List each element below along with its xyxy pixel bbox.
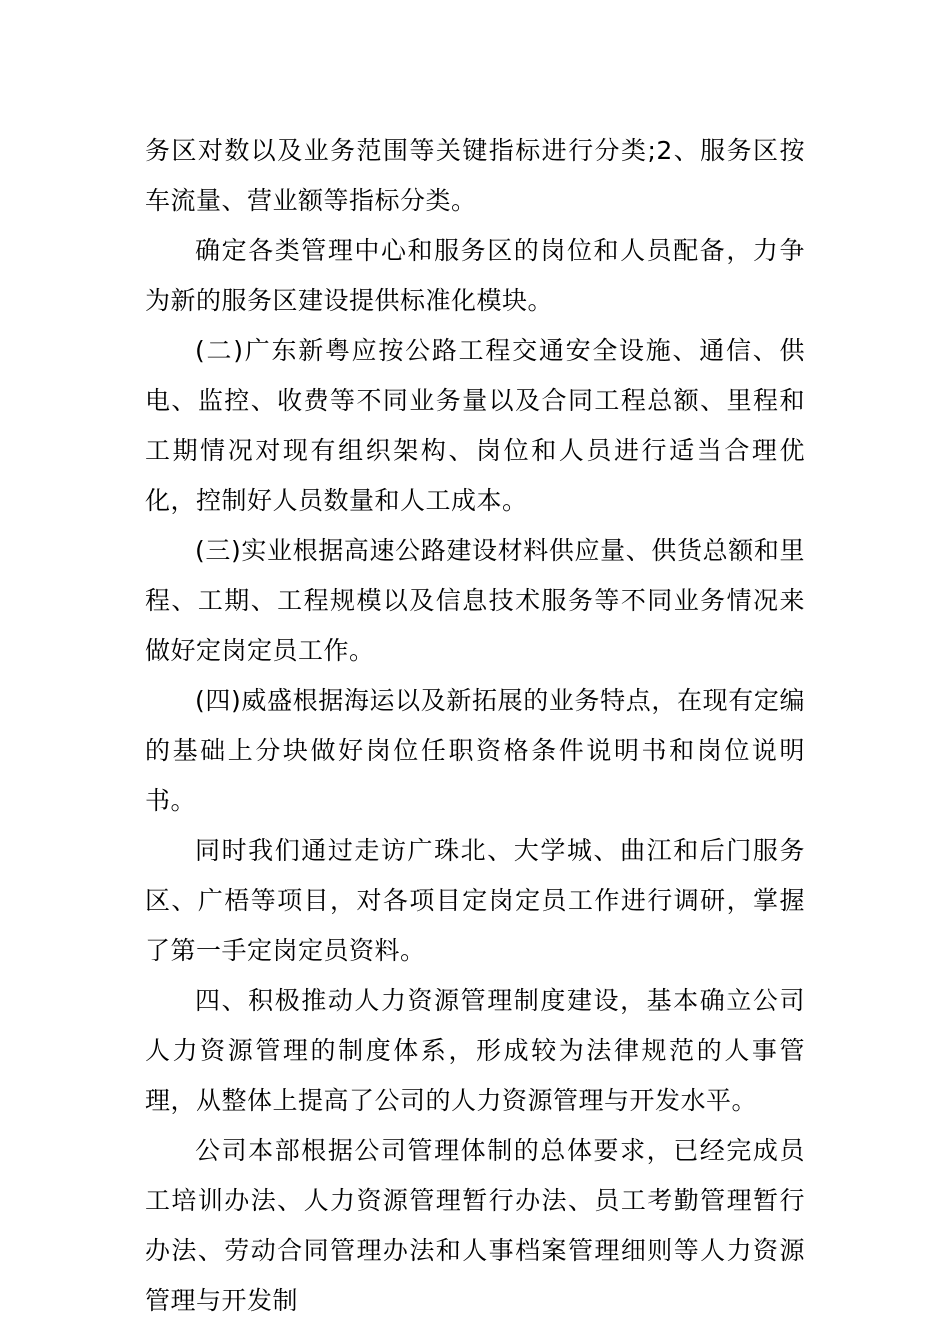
paragraph: 同时我们通过走访广珠北、大学城、曲江和后门服务区、广梧等项目，对各项目定岗定员工作进行调研，掌握了第一手定岗定员资料。 xyxy=(145,836,805,965)
paragraph: (三)实业根据高速公路建设材料供应量、供货总额和里程、工期、工程规模以及信息技术服务等不同业务情况来做好定岗定员工作。 xyxy=(145,536,805,665)
paragraph-continuation: 务区对数以及业务范围等关键指标进行分类;2、服务区按车流量、营业额等指标分类。 xyxy=(145,136,805,215)
paragraph: 公司本部根据公司管理体制的总体要求，已经完成员工培训办法、人力资源管理暂行办法、员工考勤管理暂行办法、劳动合同管理办法和人事档案管理细则等人力资源管理与开发制 xyxy=(145,1136,805,1315)
section-heading-paragraph: 四、积极推动人力资源管理制度建设，基本确立公司人力资源管理的制度体系，形成较为法律规范的人事管理，从整体上提高了公司的人力资源管理与开发水平。 xyxy=(145,986,805,1115)
document-body xyxy=(145,126,805,1326)
paragraph: 确定各类管理中心和服务区的岗位和人员配备，力争为新的服务区建设提供标准化模块。 xyxy=(145,236,805,315)
paragraph: (二)广东新粤应按公路工程交通安全设施、通信、供电、监控、收费等不同业务量以及合同工程总额、里程和工期情况对现有组织架构、岗位和人员进行适当合理优化，控制好人员数量和人工成本。 xyxy=(145,336,805,515)
paragraph: (四)威盛根据海运以及新拓展的业务特点，在现有定编的基础上分块做好岗位任职资格条件说明书和岗位说明书。 xyxy=(145,686,805,815)
